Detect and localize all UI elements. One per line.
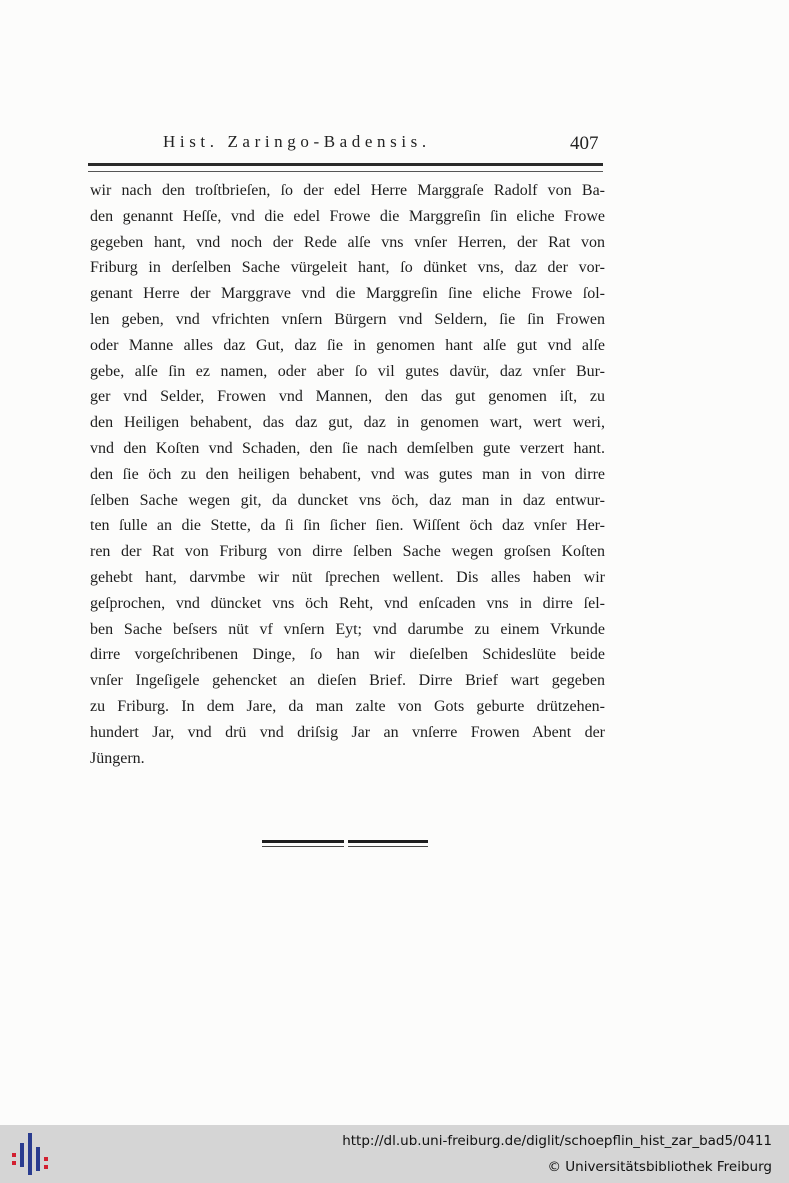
footer-bar bbox=[0, 1125, 789, 1183]
source-url-link[interactable]: http://dl.ub.uni-freiburg.de/diglit/schoepflin_hist_zar_bad5/0411 bbox=[342, 1133, 772, 1149]
ub-freiburg-logo-icon[interactable] bbox=[10, 1133, 50, 1175]
text-line: oder Manne alles daz Gut, daz ſie in genomen hant alſe gut vnd alſe bbox=[90, 336, 605, 354]
text-line: zu Friburg. In dem Jare, da man zalte von Gots geburte drützehen- bbox=[90, 697, 605, 715]
text-line: wir nach den troſtbrieſen, ſo der edel Herre Marggraſe Radolf von Ba- bbox=[90, 182, 605, 199]
text-line: genant Herre der Marggrave vnd die Marggreſin ſine eliche Frowe ſol- bbox=[90, 285, 605, 303]
text-line: ten ſulle an die Stette, da ſi ſin ſicher ſien. Wiſſent öch daz vnſer Her- bbox=[90, 517, 605, 535]
text-line: gegeben hant, vnd noch der Rede alſe vns vnſer Herren, der Rat von bbox=[90, 233, 605, 251]
text-line: hundert Jar, vnd drü vnd driſsig Jar an vnſerre Frowen Abent der bbox=[90, 723, 605, 741]
text-line: ren der Rat von Friburg von dirre ſelben Sache wegen groſsen Koſten bbox=[90, 543, 605, 561]
running-head-title: Hist. Zaringo-Badensis. bbox=[163, 132, 431, 151]
copyright-notice: © Universitätsbibliothek Freiburg bbox=[547, 1159, 772, 1175]
end-ornament bbox=[262, 838, 428, 852]
text-line: gebe, alſe ſin ez namen, oder aber ſo vil gutes davür, daz vnſer Bur- bbox=[90, 362, 605, 380]
header-rule-thick bbox=[88, 163, 603, 166]
page-number: 407 bbox=[570, 133, 599, 154]
text-line: den Heiligen behabent, das daz gut, daz in genomen wart, wert weri, bbox=[90, 414, 605, 432]
text-line: geſprochen, vnd düncket vns öch Reht, vnd enſcaden vns in dirre ſel- bbox=[90, 594, 605, 612]
body-text bbox=[90, 178, 605, 771]
text-line: Jüngern. bbox=[90, 749, 145, 767]
text-line: Friburg in derſelben Sache vürgeleit hant, ſo dünket vns, daz der vor- bbox=[90, 259, 605, 277]
text-line: gehebt hant, darvmbe wir nüt ſprechen wellent. Dis alles haben wir bbox=[90, 568, 605, 586]
text-line: ben Sache beſsers nüt vf vnſern Eyt; vnd darumbe zu einem Vrkunde bbox=[90, 620, 605, 638]
text-line: den genannt Heſſe, vnd die edel Frowe die Marggreſin ſin eliche Frowe bbox=[90, 207, 605, 225]
text-line: vnſer Ingeſigele gehencket an dieſen Brief. Dirre Brief wart gegeben bbox=[90, 672, 605, 690]
text-line: ger vnd Selder, Frowen vnd Mannen, den das gut genomen iſt, zu bbox=[90, 388, 605, 406]
text-line: vnd den Koſten vnd Schaden, den ſie nach demſelben gute verzert hant. bbox=[90, 439, 605, 457]
text-line: den ſie öch zu den heiligen behabent, vnd was gutes man in von dirre bbox=[90, 465, 605, 483]
text-line: dirre vorgeſchribenen Dinge, ſo han wir dieſelben Schideslüte beide bbox=[90, 646, 605, 664]
text-line: ſelben Sache wegen git, da duncket vns öch, daz man in daz entwur- bbox=[90, 491, 605, 509]
text-line: len geben, vnd vfrichten vnſern Bürgern vnd Seldern, ſie ſin Frowen bbox=[90, 310, 605, 328]
header-rule-thin bbox=[88, 171, 603, 172]
